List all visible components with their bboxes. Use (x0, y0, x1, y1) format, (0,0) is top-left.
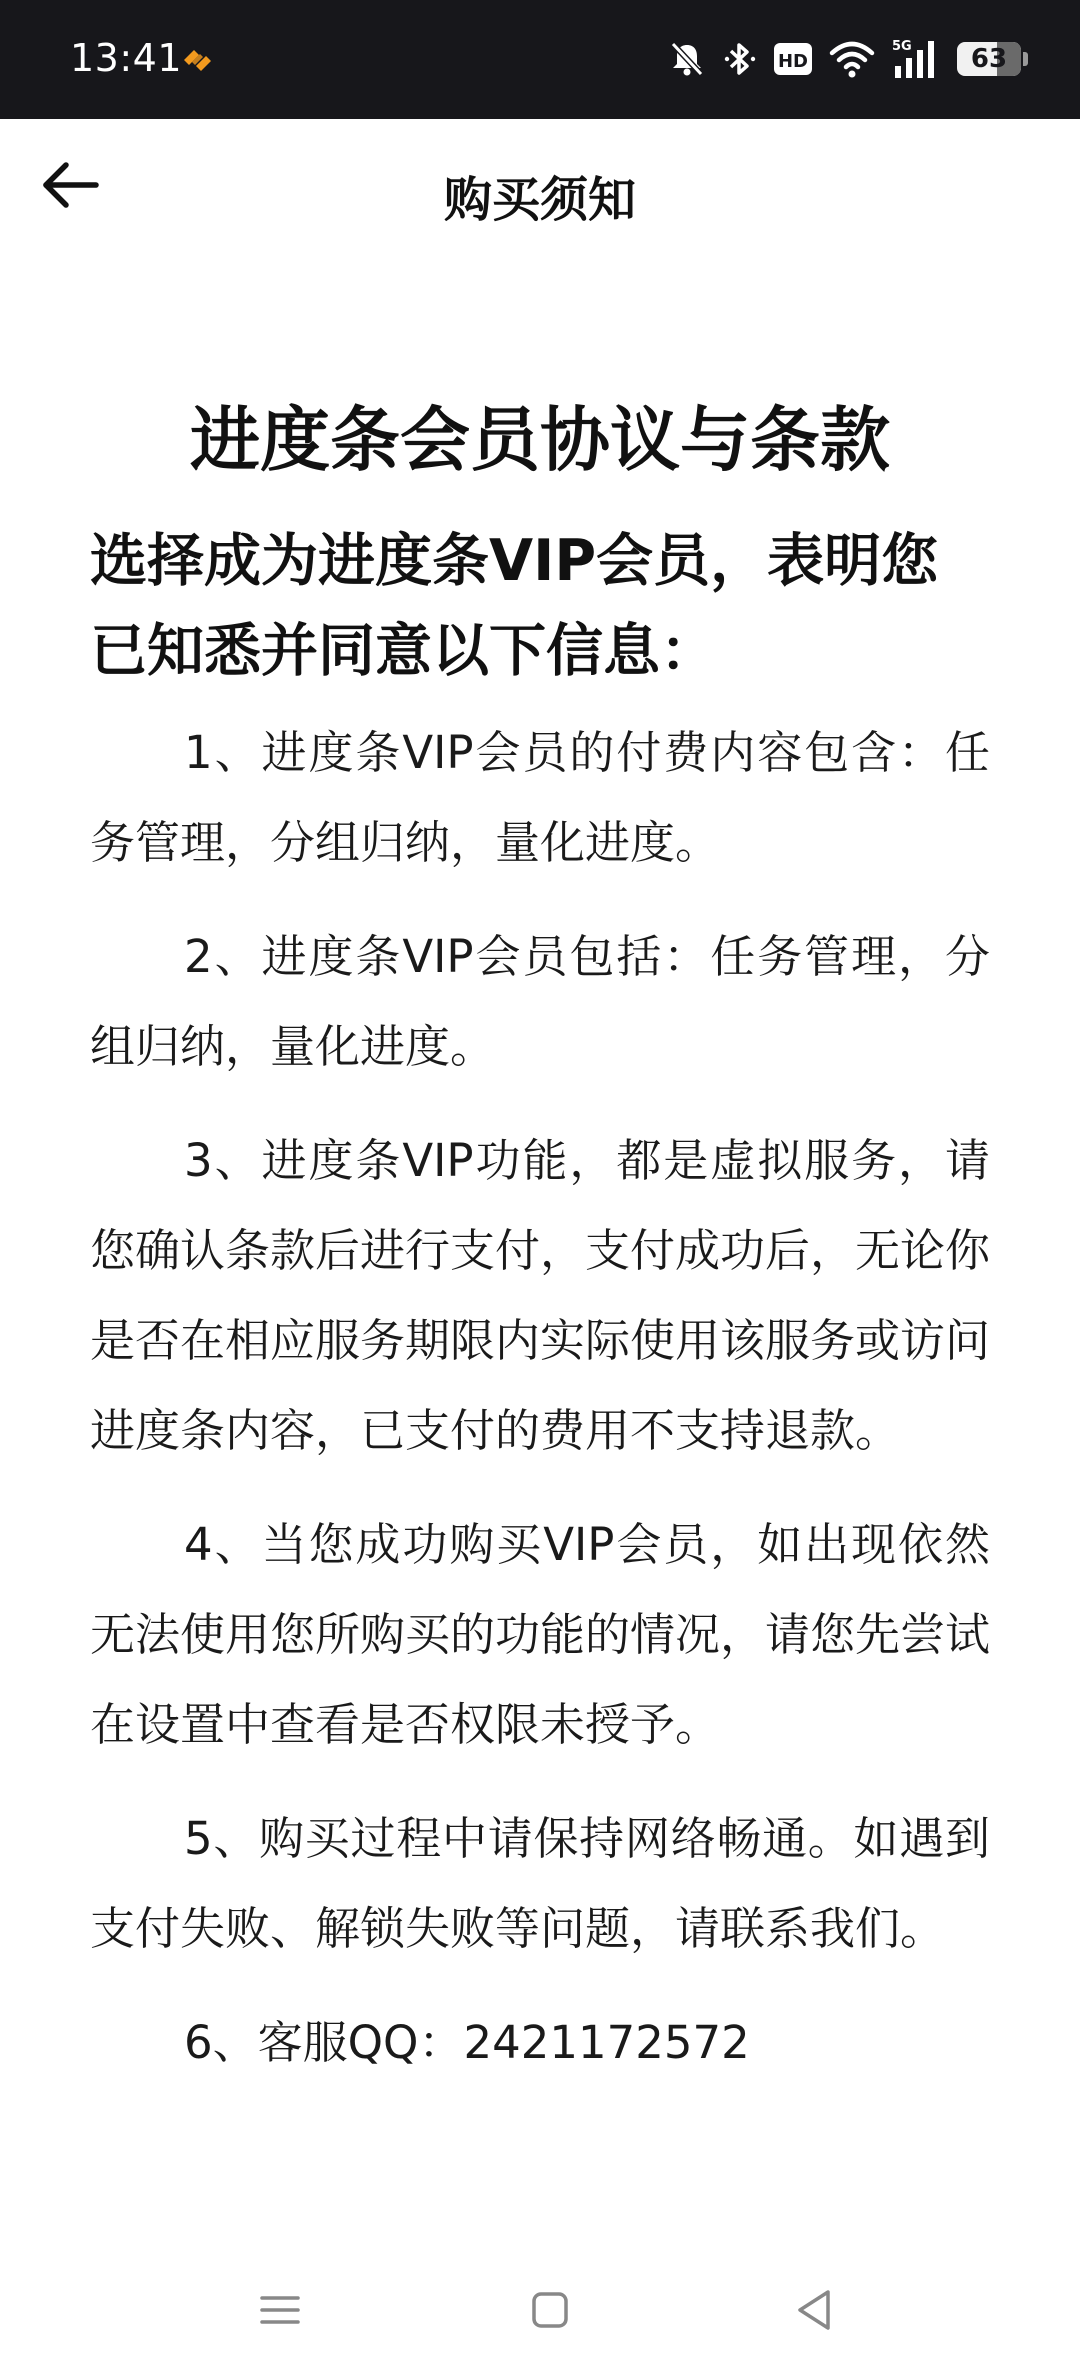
navigation-bar (0, 2240, 1080, 2376)
battery-icon (957, 37, 1021, 81)
home-button[interactable] (510, 2270, 590, 2350)
signal-5g-icon (891, 37, 941, 81)
document-intro: 选择成为进度条VIP会员，表明您已知悉并同意以下信息： (90, 528, 939, 684)
square-icon (528, 2288, 572, 2332)
battery-level: 63 (970, 44, 1008, 74)
clause-2: 2、进度条VIP会员包括：任务管理，分组归纳，量化进度。 (90, 930, 990, 1073)
menu-icon (258, 2290, 302, 2330)
clause-1: 1、进度条VIP会员的付费内容包含：任务管理，分组归纳，量化进度。 (90, 726, 990, 869)
page-title: 购买须知 (443, 172, 636, 228)
hd-icon (773, 37, 813, 81)
clause-5: 5、购买过程中请保持网络畅通。如遇到支付失败、解锁失败等问题，请联系我们。 (90, 1812, 990, 1955)
triangle-back-icon (792, 2286, 836, 2334)
clause-3: 3、进度条VIP功能，都是虚拟服务，请您确认条款后进行支付，支付成功后，无论你是否在相应服务期限内实际使用该服务或访问进度条内容，已支付的费用不支持退款。 (90, 1134, 990, 1457)
status-bar (0, 0, 1080, 119)
battery-tip (1023, 52, 1028, 66)
terms-content[interactable] (90, 390, 990, 2240)
menu-button[interactable] (240, 2270, 320, 2350)
status-time: 13:41 (70, 36, 183, 80)
wifi-icon (829, 37, 875, 81)
status-icons (667, 36, 1028, 82)
back-nav-button[interactable] (774, 2270, 854, 2350)
notifications-off-icon (667, 37, 707, 81)
clause-6: 6、客服QQ：2421172572 (184, 2016, 750, 2069)
app-notification-icon (180, 44, 216, 74)
clause-4: 4、当您成功购买VIP会员，如出现依然无法使用您所购买的功能的情况，请您先尝试在设置中查看是否权限未授予。 (90, 1518, 990, 1751)
document-title: 进度条会员协议与条款 (190, 399, 890, 481)
app-header (0, 119, 1080, 269)
svg-text:HD: HD (777, 51, 809, 72)
bluetooth-icon (723, 37, 757, 81)
svg-text:5G: 5G (892, 39, 912, 54)
